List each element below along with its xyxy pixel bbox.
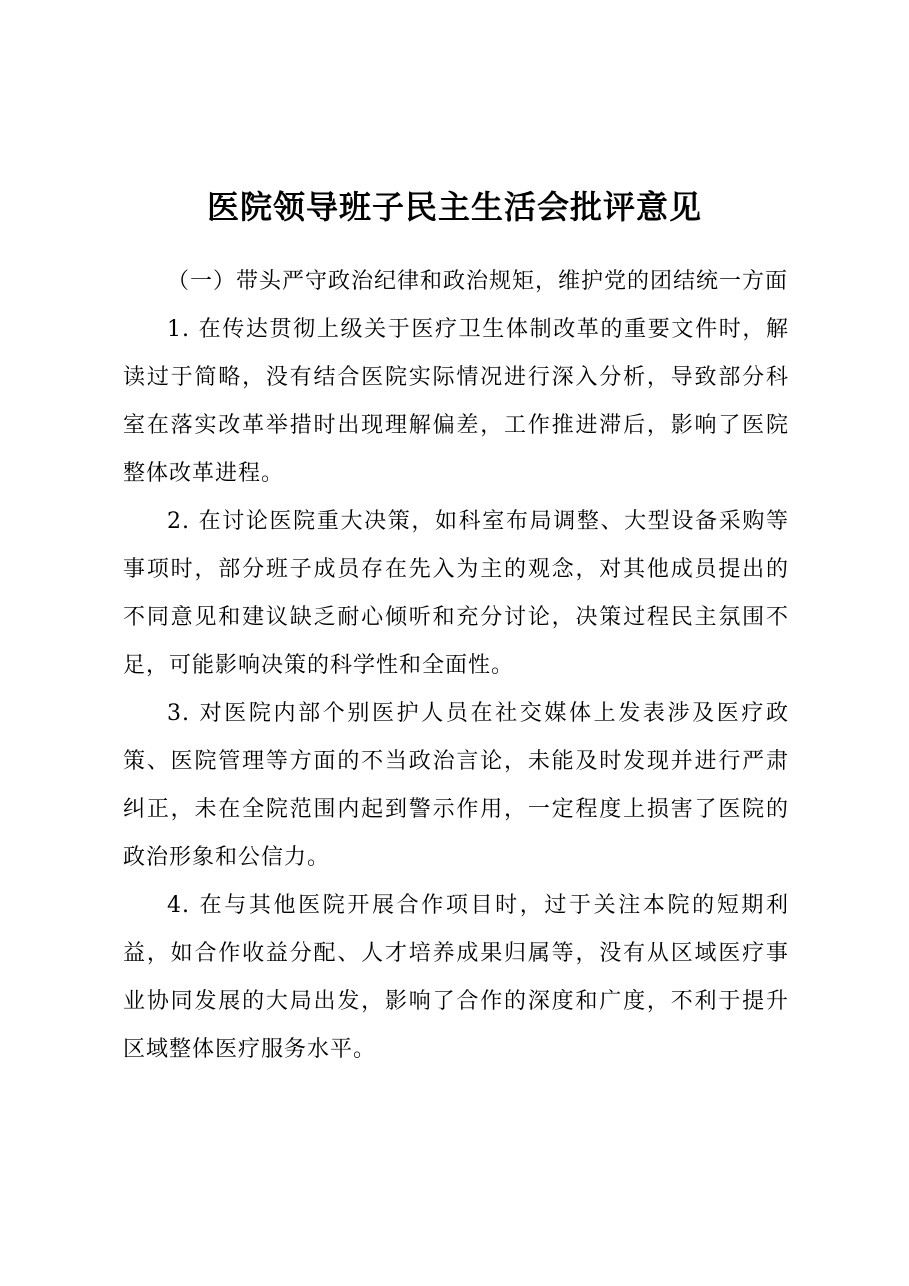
paragraph-4: 4. 在与其他医院开展合作项目时，过于关注本院的短期利益，如合作收益分配、人才培养成果归属等，没有从区域医疗事业协同发展的大局出发，影响了合作的深度和广度，不利于提升区域整体医疗服务水平。 — [123, 893, 789, 1062]
paragraph-1: 1. 在传达贯彻上级关于医疗卫生体制改革的重要文件时，解读过于简略，没有结合医院实际情况进行深入分析，导致部分科室在落实改革举措时出现理解偏差，工作推进滞后，影响了医院整体改革进程。 — [123, 317, 789, 486]
paragraph-2: 2. 在讨论医院重大决策，如科室布局调整、大型设备采购等事项时，部分班子成员存在先入为主的观念，对其他成员提出的不同意见和建议缺乏耐心倾听和充分讨论，决策过程民主氛围不足，可能影响决策的科学性和全面性。 — [123, 509, 789, 678]
section-heading: （一）带头严守政治纪律和政治规矩，维护党的团结统一方面 — [167, 269, 789, 294]
document-title: 医院领导班子民主生活会批评意见 — [206, 188, 702, 226]
paragraph-3: 3. 对医院内部个别医护人员在社交媒体上发表涉及医疗政策、医院管理等方面的不当政治言论，未能及时发现并进行严肃纠正，未在全院范围内起到警示作用，一定程度上损害了医院的政治形象和公信力。 — [123, 701, 789, 870]
document-body — [123, 258, 789, 1074]
